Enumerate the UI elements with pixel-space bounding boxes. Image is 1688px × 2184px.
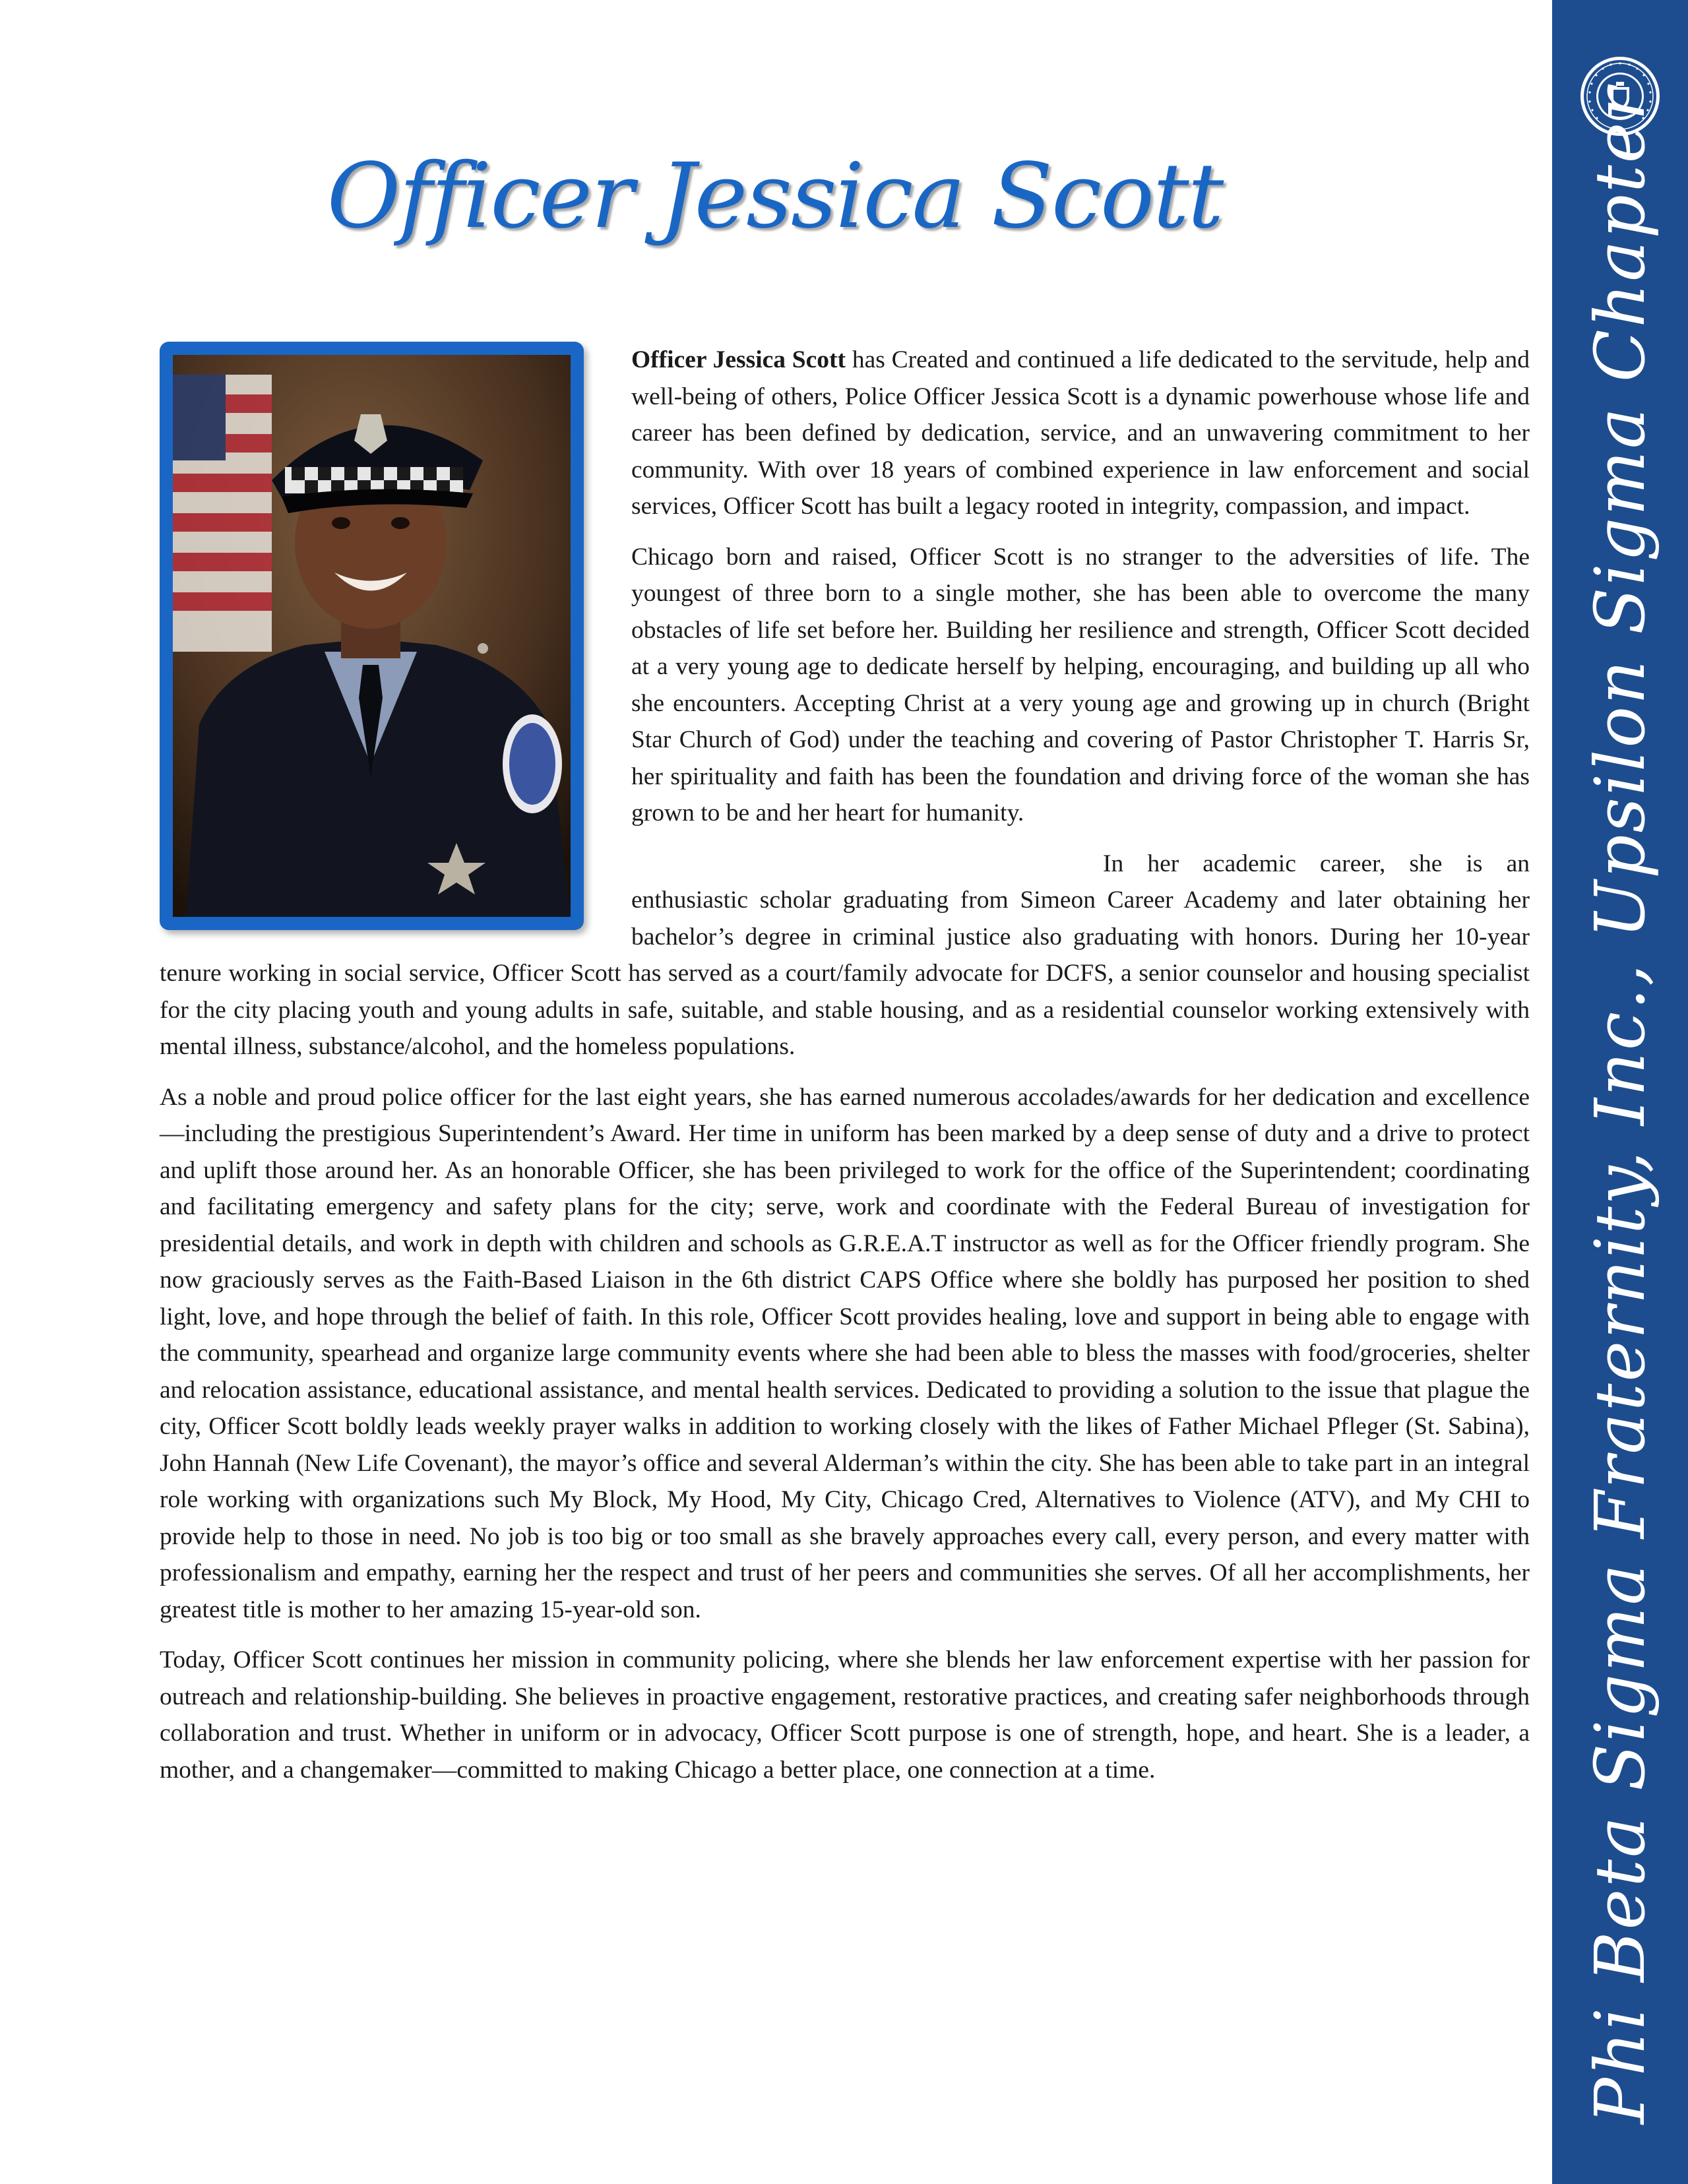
bio-paragraph-1-text: has Created and continued a life dedicated to the servitude, help and well-being of others, Police Officer Jessica Scott is a dynamic powerhouse whose life and career has been defined by dedication, service, and an unwavering commitment to her community. With over 18 years of combined experience in law enforcement and social services, Officer Scott has built a legacy rooted in integrity, compassion, and impact. xyxy=(631,346,1530,520)
biography-text xyxy=(160,342,1530,1802)
bio-name-bold: Officer Jessica Scott xyxy=(631,346,846,373)
photo-spacer xyxy=(160,342,584,933)
bio-paragraph-3: In her academic career, she is an enthusiastic scholar graduating from Simeon Career Academy and later obtaining her bachelor’s degree in criminal justice also graduating with honors. During her 10-year tenure working in social service, Officer Scott has served as a court/family advocate for DCFS, a senior counselor and housing specialist for the city placing youth and young adults in safe, suitable, and stable housing, and as a residential counselor working extensively with mental illness, substance/alcohol, and the homeless populations. xyxy=(160,850,1530,1060)
bio-paragraph-2: Chicago born and raised, Officer Scott is no stranger to the adversities of life. The youngest of three born to a single mother, she has been able to overcome the many obstacles of life set before her. Building her resilience and strength, Officer Scott decided at a very young age to dedicate herself by helping, encouraging, and building up all who she encounters. Accepting Christ at a very young age and growing up in church (Bright Star Church of God) under the teaching and covering of Pastor Christopher T. Harris Sr, her spirituality and faith has been the foundation and driving force of the woman she has grown to be and her heart for humanity. xyxy=(631,543,1530,827)
page-title: Officer Jessica Scott xyxy=(327,144,1223,249)
bio-paragraph-4: As a noble and proud police officer for the last eight years, she has earned numerous accolades/awards for her dedication and excellence—including the prestigious Superintendent’s Award. Her time in uniform has been marked by a deep sense of duty and a drive to protect and uplift those around her. As an honorable Officer, she has been privileged to work for the office of the Superintendent; coordinating and facilitating emergency and safety plans for the city; serve, work and coordinate with the Federal Bureau of investigation for presidential details, and work in depth with children and schools as G.R.E.A.T instructor as well as for the Officer friendly program. She now graciously serves as the Faith-Based Liaison in the 6th district CAPS Office where she boldly has purposed her position to shed light, love, and hope through the belief of faith. In this role, Officer Scott provides healing, love and support in being able to engage with the community, spearhead and organize large community events where she had been able to bless the masses with food/groceries, shelter and relocation assistance, educational assistance, and mental health services. Dedicated to providing a solution to the issue that plague the city, Officer Scott boldly leads weekly prayer walks in addition to working closely with the likes of Father Michael Pfleger (St. Sabina), John Hannah (New Life Covenant), the mayor’s office and several Alderman’s within the city. She has been able to take part in an integral role working with organizations such My Block, My Hood, My City, Chicago Cred, Alternatives to Violence (ATV), and My CHI to provide help to those in need. No job is too big or too small as she bravely approaches every call, every person, and every matter with professionalism and empathy, earning her the respect and trust of her peers and communities she serves. Of all her accomplishments, her greatest title is mother to her amazing 15-year-old son. xyxy=(160,1083,1530,1623)
chapter-name-vertical: Phi Beta Sigma Fraternity, Inc., Upsilon Sigma Chapter xyxy=(1580,85,1660,2125)
bio-paragraph-5: Today, Officer Scott continues her mission in community policing, where she blends her law enforcement expertise with her passion for outreach and relationship-building. She believes in proactive engagement, restorative practices, and creating safer neighborhoods through collaboration and trust. Whether in uniform or in advocacy, Officer Scott purpose is one of strength, hope, and heart. She is a leader, a mother, and a changemaker—committed to making Chicago a better place, one connection at a time. xyxy=(160,1646,1530,1784)
